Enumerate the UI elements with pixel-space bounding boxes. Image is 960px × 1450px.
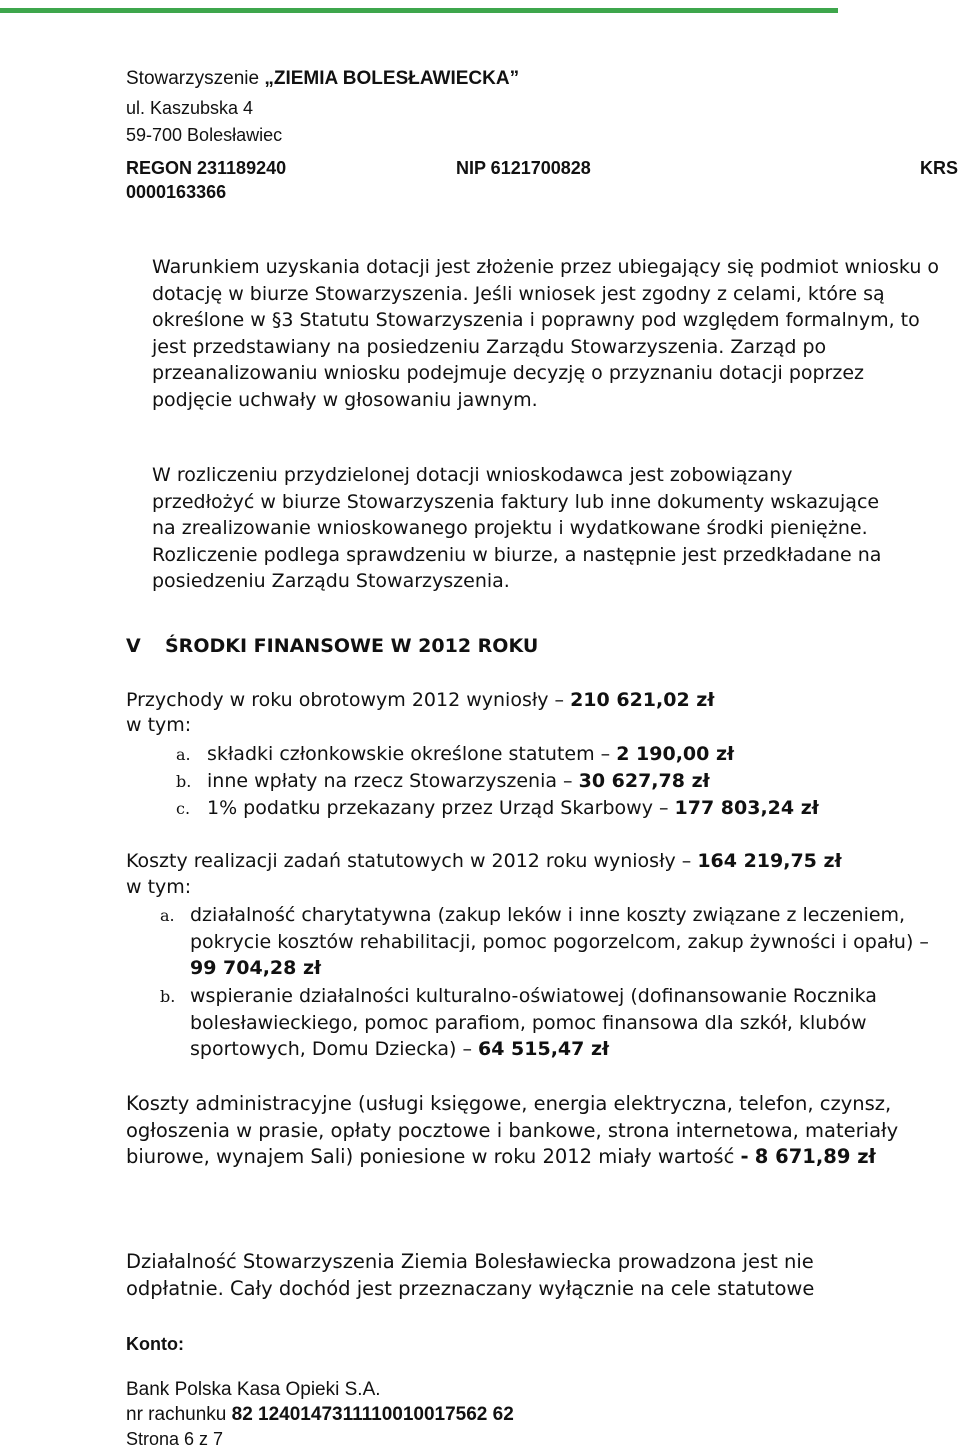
org-prefix: Stowarzyszenie [126,68,260,89]
krs-number: 0000163366 [126,182,227,202]
account-number-row [126,1404,514,1426]
income-item-text: składki członkowskie określone statutem – [207,743,611,765]
costs-amount: 164 219,75 zł [697,850,842,872]
costs-item-amount: 64 515,47 zł [478,1038,610,1060]
nip: NIP 6121700828 [456,158,591,178]
costs-text: Koszty realizacji zadań statutowych w 2012 roku wyniosły – [126,850,692,872]
bank-name: Bank Polska Kasa Opieki S.A. [126,1379,381,1400]
costs-item-text: wspieranie działalności kulturalno-oświatowej (dofinansowanie Rocznika bolesławieckiego, pomoc parafiom, pomoc finansowa dla szkół, klubów sportowych, Domu Dziecka) – [190,985,877,1060]
paragraph-grant-settlement: W rozliczeniu przydzielonej dotacji wnioskodawca jest zobowiązany przedłożyć w biurze Stowarzyszenia faktury lub inne dokumenty wskazujące na zrealizowanie wnioskowanego projektu i wydatkowane środki pieniężne. Rozliczenie podlega sprawdzeniu w biurze, a następnie jest przedkładane na posiedzeniu Zarządu Stowarzyszenia. [152,464,882,592]
income-item-content [207,741,734,768]
costs-wtym: w tym: [126,876,192,898]
account-number: 82 1240147311110010017562 62 [231,1404,514,1425]
income-item-content [207,768,710,795]
income-item [176,795,819,823]
income-text: Przychody w roku obrotowym 2012 wyniosły – [126,689,565,711]
paragraph-grant-conditions: Warunkiem uzyskania dotacji jest złożenie przez ubiegający się podmiot wniosku o dotację w biurze Stowarzyszenia. Jeśli wniosek jest zgodny z celami, które są określone w §3 Statutu Stowarzyszenia i poprawny pod względem formalnym, to jest przedstawiany na posiedzeniu Zarządu Stowarzyszenia. Zarząd po przeanalizowaniu wniosku podejmuje decyzję o przyznaniu dotacji poprzez podjęcie uchwały w głosowaniu jawnym. [152,256,940,411]
costs-item-culture [190,983,910,1063]
admin-costs-dash: - [740,1145,749,1168]
admin-costs-text: Koszty administracyjne (usługi księgowe, energia elektryczna, telefon, czynsz, ogłoszenia w prasie, opłaty pocztowe i bankowe, strona internetowa, materiały biurowe, wynajem Sali) poniesione w roku 2012 miały wartość [126,1092,899,1168]
income-item [176,741,735,769]
krs-label: KRS [920,158,959,178]
income-item-amount: 2 190,00 zł [616,743,735,765]
account-number-label: nr rachunku [126,1404,227,1425]
admin-costs [126,1091,956,1171]
costs-item-text: działalność charytatywna (zakup leków i inne koszty związane z leczeniem, pokrycie kosztów rehabilitacji, pomoc pogorzelcom, zakup żywności i opału) – [190,904,929,953]
top-accent-bar [0,8,838,13]
list-marker-label: b. [160,987,176,1006]
costs-item-charity [190,902,950,982]
costs-total [126,848,842,875]
costs-item-amount: 99 704,28 zł [190,957,322,979]
regon: REGON 231189240 [126,158,287,178]
income-wtym: w tym: [126,714,192,736]
address-city: 59-700 Bolesławiec [126,125,283,145]
income-item-amount: 30 627,78 zł [578,770,710,792]
section-number: V [126,635,141,657]
list-marker [160,983,190,1011]
section-title: ŚRODKI FINANSOWE W 2012 ROKU [165,635,539,657]
income-total [126,687,714,714]
list-marker: b. [176,772,192,791]
income-item [176,768,710,796]
list-marker: a. [176,745,191,764]
admin-costs-amount: 8 671,89 zł [754,1145,876,1168]
address-street: ul. Kaszubska 4 [126,98,254,118]
income-item-amount: 177 803,24 zł [674,797,819,819]
list-marker-label: a. [160,906,175,925]
org-name: „ZIEMIA BOLESŁAWIECKA” [264,68,520,89]
org-title [126,68,519,90]
page-number: Strona 6 z 7 [126,1429,224,1449]
account-label: Konto: [126,1334,184,1354]
income-item-text: inne wpłaty na rzecz Stowarzyszenia – [207,770,573,792]
list-marker: c. [176,799,191,818]
nonprofit-note: Działalność Stowarzyszenia Ziemia Bolesławiecka prowadzona jest nie odpłatnie. Cały dochód jest przeznaczany wyłącznie na cele statutowe [126,1250,815,1300]
income-amount: 210 621,02 zł [570,689,715,711]
income-item-content [207,795,819,822]
list-marker [160,902,190,930]
income-item-text: 1% podatku przekazany przez Urząd Skarbowy – [207,797,669,819]
